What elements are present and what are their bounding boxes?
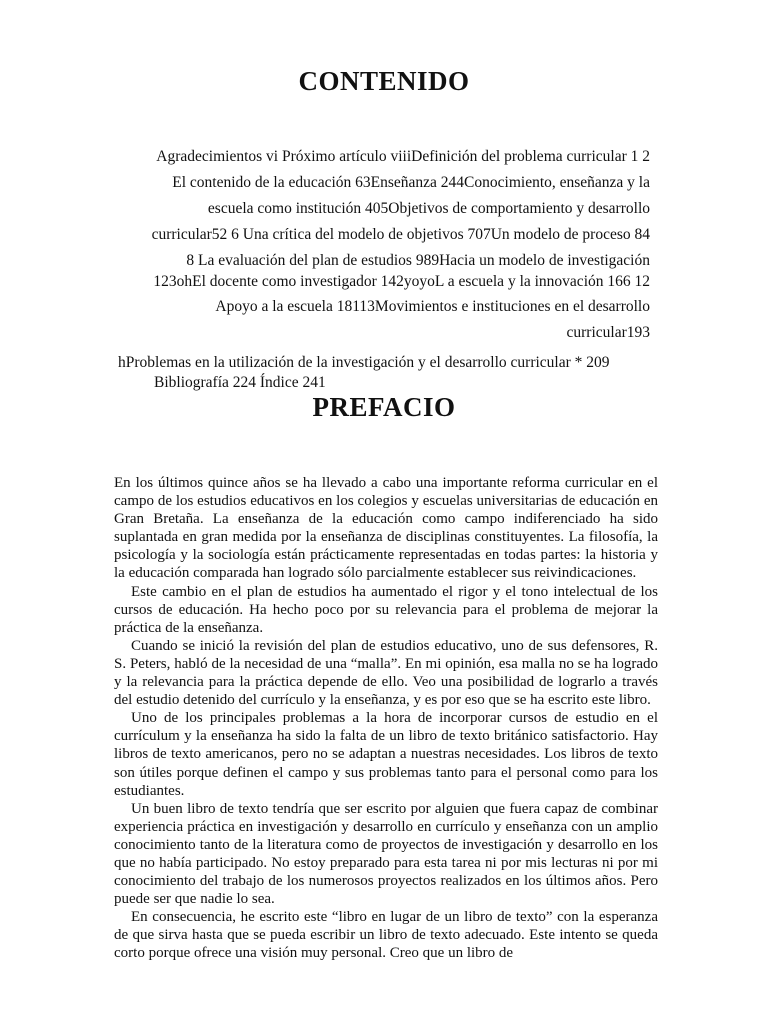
preface-paragraph: Un buen libro de texto tendría que ser escrito por alguien que fuera capaz de combinar experiencia práctica en investigación y desarrollo en currículo y enseñanza con un amplio conocimiento tanto de la literatura como de proyectos de investigación y desarrollo en los que no había participado. No estoy preparado para esta tarea ni por mis lecturas ni por mi conocimiento del trabajo de los numerosos proyectos realizados en los últimos años. Pero puede ser que nadie lo sea. [114, 800, 658, 908]
toc-line: 8 La evaluación del plan de estudios 989Hacia un modelo de investigación [186, 252, 650, 269]
contents-title: CONTENIDO [298, 66, 470, 96]
toc-line: Apoyo a la escuela 18113Movimientos e instituciones en el desarrollo [215, 298, 650, 315]
preface-paragraph: Cuando se inició la revisión del plan de estudios educativo, uno de sus defensores, R. S. Peters, habló de la necesidad de una “malla”. En mi opinión, esa malla no se ha logrado y la relevancia para la práctica depende de ello. Veo una posibilidad de lograrlo a través del estudio detenido del currículo y la enseñanza, y es por eso que se ha escrito este libro. [114, 637, 658, 709]
preface-paragraph: En consecuencia, he escrito este “libro en lugar de un libro de texto” con la esperanza de que sirva hasta que se pueda escribir un libro de texto adecuado. Este intento se queda corto porque ofrece una visión muy personal. Creo que un libro de [114, 909, 658, 962]
preface-title: PREFACIO [312, 392, 456, 422]
preface-paragraph: Uno de los principales problemas a la hora de incorporar cursos de estudio en el currículum y la enseñanza ha sido la falta de un libro de texto británico satisfactorio. Hay libros de texto americanos, pero no se adaptan a nuestras necesidades. Los libros de texto son útiles porque definen el campo y sus problemas tanto para el personal como para los estudiantes. [114, 710, 658, 799]
toc-line: 123ohEl docente como investigador 142yoyoL a escuela y la innovación 166 12 [153, 273, 650, 290]
toc-line: curricular52 6 Una crítica del modelo de objetivos 707Un modelo de proceso 84 [151, 226, 650, 243]
toc-line: escuela como institución 405Objetivos de comportamiento y desarrollo [207, 200, 650, 217]
toc-line: Agradecimientos vi Próximo artículo viiiDefinición del problema curricular 1 2 [156, 148, 650, 165]
toc-line: El contenido de la educación 63Enseñanza 244Conocimiento, enseñanza y la [172, 174, 650, 191]
preface-paragraph: Este cambio en el plan de estudios ha aumentado el rigor y el tono intelectual de los cursos de educación. Ha hecho poco por su relevancia para el problema de mejorar la práctica de la enseñanza. [114, 583, 658, 636]
preface-paragraph: En los últimos quince años se ha llevado a cabo una importante reforma curricular en el campo de los estudios educativos en los colegios y escuelas universitarias de educación en Gran Bretaña. La enseñanza de la educación como campo indiferenciado ha sido suplantada en gran medida por la enseñanza de disciplinas constituyentes. La filosofía, la psicología y la sociología están prácticamente representadas en todas partes: la historia y la educación comparada han logrado sólo parcialmente establecer sus reivindicaciones. [114, 475, 658, 582]
preface-body [114, 474, 658, 963]
toc-line: Bibliografía 224 Índice 241 [154, 374, 326, 391]
toc-line: curricular193 [566, 324, 650, 341]
toc-line: hProblemas en la utilización de la investigación y el desarrollo curricular * 209 [118, 354, 610, 371]
